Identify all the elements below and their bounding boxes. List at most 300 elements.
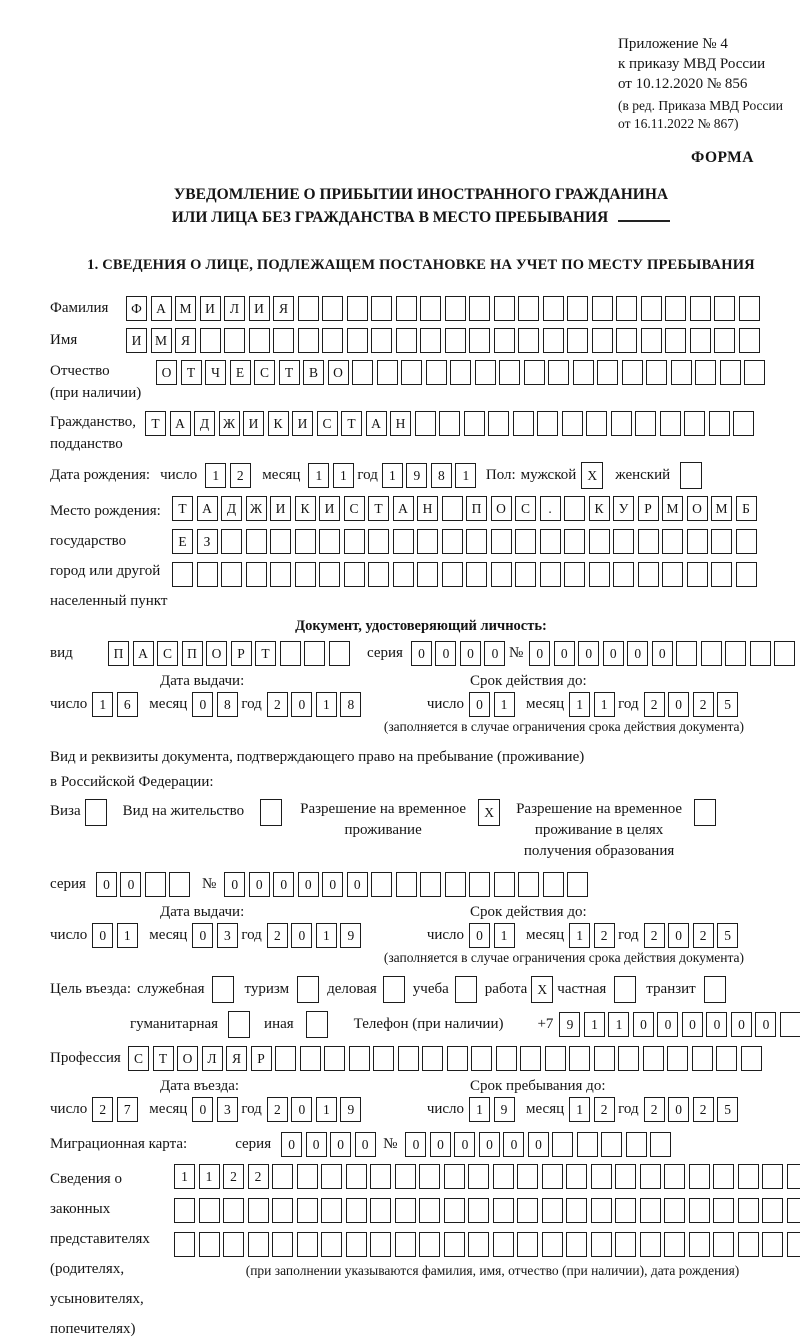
char-cell[interactable] [319, 529, 340, 554]
char-cell[interactable]: О [687, 496, 708, 521]
char-cell[interactable] [329, 641, 350, 666]
char-cell[interactable] [641, 296, 662, 321]
char-cell[interactable]: 1 [308, 463, 329, 488]
char-cell[interactable] [272, 1198, 293, 1223]
char-cell[interactable]: 1 [333, 463, 354, 488]
char-cell[interactable] [660, 411, 681, 436]
char-cell[interactable]: Е [230, 360, 251, 385]
char-cell[interactable]: 0 [411, 641, 432, 666]
char-cell[interactable]: 0 [435, 641, 456, 666]
char-cell[interactable] [687, 562, 708, 587]
char-cell[interactable] [762, 1198, 783, 1223]
char-cell[interactable] [518, 296, 539, 321]
char-cell[interactable] [564, 529, 585, 554]
char-cell[interactable]: 0 [668, 692, 689, 717]
char-cell[interactable] [524, 360, 545, 385]
char-cell[interactable]: 1 [117, 923, 138, 948]
char-cell[interactable]: Я [273, 296, 294, 321]
char-cell[interactable] [321, 1164, 342, 1189]
char-cell[interactable]: 0 [291, 692, 312, 717]
char-cell[interactable] [493, 1198, 514, 1223]
char-cell[interactable] [591, 1164, 612, 1189]
char-cell[interactable]: 0 [306, 1132, 327, 1157]
char-cell[interactable]: А [366, 411, 387, 436]
char-cell[interactable] [491, 529, 512, 554]
char-cell[interactable] [692, 1046, 713, 1071]
purpose-humanitarian-checkbox[interactable] [228, 1011, 250, 1038]
char-cell[interactable]: 0 [192, 923, 213, 948]
char-cell[interactable]: Р [251, 1046, 272, 1071]
char-cell[interactable]: Ф [126, 296, 147, 321]
char-cell[interactable]: 1 [569, 692, 590, 717]
char-cell[interactable]: 0 [668, 1097, 689, 1122]
char-cell[interactable]: С [317, 411, 338, 436]
char-cell[interactable]: 0 [578, 641, 599, 666]
char-cell[interactable] [297, 1198, 318, 1223]
char-cell[interactable] [725, 641, 746, 666]
char-cell[interactable] [618, 1046, 639, 1071]
char-cell[interactable]: И [200, 296, 221, 321]
char-cell[interactable] [420, 296, 441, 321]
char-cell[interactable] [228, 1011, 250, 1038]
char-cell[interactable]: 0 [224, 872, 245, 897]
char-cell[interactable]: О [156, 360, 177, 385]
char-cell[interactable]: 1 [316, 923, 337, 948]
char-cell[interactable] [566, 1164, 587, 1189]
char-cell[interactable] [444, 1164, 465, 1189]
char-cell[interactable] [450, 360, 471, 385]
char-cell[interactable]: 2 [693, 692, 714, 717]
purpose-work-checkbox[interactable] [531, 976, 553, 1003]
char-cell[interactable] [566, 1198, 587, 1223]
char-cell[interactable]: 0 [454, 1132, 475, 1157]
char-cell[interactable]: М [151, 328, 172, 353]
char-cell[interactable]: 0 [330, 1132, 351, 1157]
char-cell[interactable]: 2 [644, 923, 665, 948]
char-cell[interactable] [640, 1164, 661, 1189]
char-cell[interactable] [396, 328, 417, 353]
char-cell[interactable]: 1 [469, 1097, 490, 1122]
edu-permit-checkbox[interactable] [694, 799, 716, 826]
char-cell[interactable]: 5 [717, 1097, 738, 1122]
char-cell[interactable] [439, 411, 460, 436]
char-cell[interactable]: С [157, 641, 178, 666]
char-cell[interactable] [543, 872, 564, 897]
char-cell[interactable] [324, 1046, 345, 1071]
char-cell[interactable]: 2 [248, 1164, 269, 1189]
char-cell[interactable]: 0 [682, 1012, 703, 1037]
char-cell[interactable]: Т [279, 360, 300, 385]
char-cell[interactable]: 1 [92, 692, 113, 717]
char-cell[interactable]: С [344, 496, 365, 521]
char-cell[interactable] [270, 562, 291, 587]
char-cell[interactable]: 0 [120, 872, 141, 897]
char-cell[interactable] [689, 1198, 710, 1223]
char-cell[interactable] [172, 562, 193, 587]
char-cell[interactable]: 0 [249, 872, 270, 897]
char-cell[interactable] [676, 641, 697, 666]
char-cell[interactable] [701, 641, 722, 666]
char-cell[interactable]: X [581, 462, 603, 489]
char-cell[interactable]: 0 [281, 1132, 302, 1157]
residence-permit-checkbox[interactable] [260, 799, 282, 826]
char-cell[interactable] [272, 1232, 293, 1257]
char-cell[interactable] [395, 1198, 416, 1223]
char-cell[interactable]: И [292, 411, 313, 436]
char-cell[interactable] [488, 411, 509, 436]
char-cell[interactable] [344, 562, 365, 587]
char-cell[interactable] [347, 328, 368, 353]
char-cell[interactable] [321, 1232, 342, 1257]
char-cell[interactable] [212, 976, 234, 1003]
char-cell[interactable]: 1 [316, 1097, 337, 1122]
char-cell[interactable] [567, 296, 588, 321]
char-cell[interactable] [714, 296, 735, 321]
char-cell[interactable] [248, 1198, 269, 1223]
char-cell[interactable]: 0 [633, 1012, 654, 1037]
char-cell[interactable] [426, 360, 447, 385]
char-cell[interactable]: Н [417, 496, 438, 521]
char-cell[interactable] [694, 799, 716, 826]
char-cell[interactable]: 2 [92, 1097, 113, 1122]
char-cell[interactable] [545, 1046, 566, 1071]
char-cell[interactable] [469, 296, 490, 321]
char-cell[interactable]: 0 [298, 872, 319, 897]
char-cell[interactable]: И [126, 328, 147, 353]
char-cell[interactable]: Т [172, 496, 193, 521]
char-cell[interactable]: 0 [484, 641, 505, 666]
char-cell[interactable] [221, 562, 242, 587]
char-cell[interactable] [594, 1046, 615, 1071]
char-cell[interactable] [739, 296, 760, 321]
char-cell[interactable] [297, 976, 319, 1003]
char-cell[interactable] [762, 1232, 783, 1257]
char-cell[interactable] [344, 529, 365, 554]
char-cell[interactable]: У [613, 496, 634, 521]
char-cell[interactable]: О [177, 1046, 198, 1071]
char-cell[interactable] [540, 529, 561, 554]
char-cell[interactable] [664, 1164, 685, 1189]
char-cell[interactable] [393, 562, 414, 587]
char-cell[interactable]: 1 [174, 1164, 195, 1189]
purpose-private-checkbox[interactable] [614, 976, 636, 1003]
char-cell[interactable] [738, 1232, 759, 1257]
char-cell[interactable] [513, 411, 534, 436]
char-cell[interactable] [272, 1164, 293, 1189]
char-cell[interactable] [690, 296, 711, 321]
char-cell[interactable] [249, 328, 270, 353]
char-cell[interactable] [349, 1046, 370, 1071]
char-cell[interactable] [346, 1164, 367, 1189]
char-cell[interactable]: X [531, 976, 553, 1003]
char-cell[interactable] [552, 1132, 573, 1157]
char-cell[interactable] [442, 496, 463, 521]
char-cell[interactable] [223, 1198, 244, 1223]
char-cell[interactable] [415, 411, 436, 436]
char-cell[interactable]: 0 [528, 1132, 549, 1157]
char-cell[interactable]: С [254, 360, 275, 385]
char-cell[interactable]: 1 [494, 923, 515, 948]
char-cell[interactable] [714, 328, 735, 353]
char-cell[interactable]: К [589, 496, 610, 521]
char-cell[interactable] [322, 296, 343, 321]
char-cell[interactable]: В [303, 360, 324, 385]
char-cell[interactable] [371, 296, 392, 321]
char-cell[interactable]: О [491, 496, 512, 521]
char-cell[interactable] [468, 1198, 489, 1223]
char-cell[interactable] [445, 328, 466, 353]
char-cell[interactable]: 2 [644, 692, 665, 717]
char-cell[interactable] [297, 1164, 318, 1189]
char-cell[interactable]: 1 [569, 1097, 590, 1122]
char-cell[interactable]: А [170, 411, 191, 436]
char-cell[interactable] [762, 1164, 783, 1189]
char-cell[interactable] [650, 1132, 671, 1157]
char-cell[interactable] [591, 1198, 612, 1223]
char-cell[interactable]: 2 [223, 1164, 244, 1189]
char-cell[interactable] [577, 1132, 598, 1157]
char-cell[interactable]: И [319, 496, 340, 521]
char-cell[interactable] [370, 1232, 391, 1257]
char-cell[interactable]: 0 [529, 641, 550, 666]
char-cell[interactable] [475, 360, 496, 385]
char-cell[interactable]: 0 [291, 1097, 312, 1122]
char-cell[interactable] [515, 562, 536, 587]
char-cell[interactable] [322, 328, 343, 353]
char-cell[interactable] [422, 1046, 443, 1071]
char-cell[interactable]: Д [194, 411, 215, 436]
char-cell[interactable]: X [478, 799, 500, 826]
char-cell[interactable] [396, 296, 417, 321]
char-cell[interactable]: 0 [554, 641, 575, 666]
char-cell[interactable]: 0 [469, 923, 490, 948]
char-cell[interactable] [468, 1232, 489, 1257]
temp-permit-checkbox[interactable] [478, 799, 500, 826]
char-cell[interactable] [396, 872, 417, 897]
char-cell[interactable] [371, 872, 392, 897]
char-cell[interactable] [273, 328, 294, 353]
char-cell[interactable] [471, 1046, 492, 1071]
char-cell[interactable]: М [175, 296, 196, 321]
char-cell[interactable] [626, 1132, 647, 1157]
char-cell[interactable] [716, 1046, 737, 1071]
sex-female-checkbox[interactable] [680, 462, 702, 489]
char-cell[interactable] [417, 562, 438, 587]
char-cell[interactable]: А [133, 641, 154, 666]
char-cell[interactable] [687, 529, 708, 554]
char-cell[interactable] [270, 529, 291, 554]
char-cell[interactable] [589, 562, 610, 587]
char-cell[interactable]: Я [226, 1046, 247, 1071]
char-cell[interactable] [368, 529, 389, 554]
char-cell[interactable] [611, 411, 632, 436]
char-cell[interactable]: М [711, 496, 732, 521]
char-cell[interactable] [352, 360, 373, 385]
char-cell[interactable]: 0 [603, 641, 624, 666]
char-cell[interactable] [518, 872, 539, 897]
char-cell[interactable] [586, 411, 607, 436]
char-cell[interactable]: 2 [230, 463, 251, 488]
char-cell[interactable] [738, 1198, 759, 1223]
char-cell[interactable]: Я [175, 328, 196, 353]
char-cell[interactable] [300, 1046, 321, 1071]
char-cell[interactable] [744, 360, 765, 385]
char-cell[interactable] [377, 360, 398, 385]
char-cell[interactable] [295, 562, 316, 587]
char-cell[interactable] [613, 562, 634, 587]
char-cell[interactable] [455, 976, 477, 1003]
char-cell[interactable] [223, 1232, 244, 1257]
char-cell[interactable]: 2 [267, 692, 288, 717]
char-cell[interactable]: 1 [455, 463, 476, 488]
char-cell[interactable] [517, 1164, 538, 1189]
char-cell[interactable] [713, 1164, 734, 1189]
char-cell[interactable] [346, 1232, 367, 1257]
char-cell[interactable]: 0 [291, 923, 312, 948]
char-cell[interactable]: 3 [217, 1097, 238, 1122]
char-cell[interactable] [664, 1232, 685, 1257]
char-cell[interactable] [496, 1046, 517, 1071]
char-cell[interactable]: З [197, 529, 218, 554]
char-cell[interactable]: Н [390, 411, 411, 436]
char-cell[interactable] [713, 1198, 734, 1223]
char-cell[interactable]: 2 [267, 1097, 288, 1122]
char-cell[interactable] [542, 1164, 563, 1189]
char-cell[interactable]: 0 [273, 872, 294, 897]
char-cell[interactable]: 0 [430, 1132, 451, 1157]
char-cell[interactable] [493, 1232, 514, 1257]
purpose-tourism-checkbox[interactable] [297, 976, 319, 1003]
char-cell[interactable]: Д [221, 496, 242, 521]
char-cell[interactable] [662, 562, 683, 587]
char-cell[interactable]: 0 [755, 1012, 776, 1037]
char-cell[interactable] [664, 1198, 685, 1223]
char-cell[interactable] [635, 411, 656, 436]
char-cell[interactable] [662, 529, 683, 554]
char-cell[interactable] [370, 1198, 391, 1223]
char-cell[interactable] [499, 360, 520, 385]
char-cell[interactable] [419, 1232, 440, 1257]
char-cell[interactable]: 1 [584, 1012, 605, 1037]
char-cell[interactable]: 8 [340, 692, 361, 717]
purpose-official-checkbox[interactable] [212, 976, 234, 1003]
char-cell[interactable] [401, 360, 422, 385]
char-cell[interactable]: 0 [460, 641, 481, 666]
char-cell[interactable] [613, 529, 634, 554]
char-cell[interactable]: С [128, 1046, 149, 1071]
char-cell[interactable]: 8 [431, 463, 452, 488]
char-cell[interactable] [564, 496, 585, 521]
char-cell[interactable]: 0 [322, 872, 343, 897]
char-cell[interactable] [589, 529, 610, 554]
sex-male-checkbox[interactable] [581, 462, 603, 489]
char-cell[interactable] [280, 641, 301, 666]
char-cell[interactable] [665, 328, 686, 353]
char-cell[interactable]: П [182, 641, 203, 666]
char-cell[interactable] [695, 360, 716, 385]
char-cell[interactable]: 0 [657, 1012, 678, 1037]
char-cell[interactable] [420, 872, 441, 897]
char-cell[interactable]: 0 [731, 1012, 752, 1037]
visa-checkbox[interactable] [85, 799, 107, 826]
char-cell[interactable]: 0 [347, 872, 368, 897]
char-cell[interactable] [371, 328, 392, 353]
char-cell[interactable]: Ч [205, 360, 226, 385]
char-cell[interactable]: И [249, 296, 270, 321]
char-cell[interactable] [200, 328, 221, 353]
char-cell[interactable] [395, 1164, 416, 1189]
char-cell[interactable] [368, 562, 389, 587]
char-cell[interactable] [601, 1132, 622, 1157]
char-cell[interactable]: 9 [406, 463, 427, 488]
char-cell[interactable] [690, 328, 711, 353]
char-cell[interactable] [517, 1232, 538, 1257]
char-cell[interactable] [445, 296, 466, 321]
char-cell[interactable]: Т [255, 641, 276, 666]
char-cell[interactable] [398, 1046, 419, 1071]
char-cell[interactable]: П [108, 641, 129, 666]
char-cell[interactable]: 1 [608, 1012, 629, 1037]
char-cell[interactable] [494, 872, 515, 897]
char-cell[interactable] [569, 1046, 590, 1071]
char-cell[interactable] [711, 562, 732, 587]
char-cell[interactable] [780, 1012, 800, 1037]
char-cell[interactable] [741, 1046, 762, 1071]
char-cell[interactable] [616, 328, 637, 353]
char-cell[interactable] [420, 328, 441, 353]
char-cell[interactable] [468, 1164, 489, 1189]
char-cell[interactable] [713, 1232, 734, 1257]
purpose-business-checkbox[interactable] [383, 976, 405, 1003]
char-cell[interactable]: 0 [503, 1132, 524, 1157]
purpose-study-checkbox[interactable] [455, 976, 477, 1003]
char-cell[interactable] [445, 872, 466, 897]
char-cell[interactable] [518, 328, 539, 353]
char-cell[interactable]: 9 [559, 1012, 580, 1037]
char-cell[interactable] [393, 529, 414, 554]
char-cell[interactable] [750, 641, 771, 666]
purpose-other-checkbox[interactable] [306, 1011, 328, 1038]
char-cell[interactable] [542, 1198, 563, 1223]
char-cell[interactable] [419, 1164, 440, 1189]
char-cell[interactable]: О [328, 360, 349, 385]
char-cell[interactable] [444, 1232, 465, 1257]
char-cell[interactable] [466, 562, 487, 587]
char-cell[interactable] [417, 529, 438, 554]
char-cell[interactable] [787, 1232, 800, 1257]
char-cell[interactable] [537, 411, 558, 436]
char-cell[interactable]: 0 [652, 641, 673, 666]
char-cell[interactable] [711, 529, 732, 554]
char-cell[interactable]: 7 [117, 1097, 138, 1122]
char-cell[interactable] [306, 1011, 328, 1038]
char-cell[interactable] [567, 328, 588, 353]
char-cell[interactable]: 0 [469, 692, 490, 717]
char-cell[interactable]: 1 [594, 692, 615, 717]
char-cell[interactable]: Т [368, 496, 389, 521]
char-cell[interactable]: 0 [192, 1097, 213, 1122]
char-cell[interactable] [736, 529, 757, 554]
char-cell[interactable]: Т [341, 411, 362, 436]
char-cell[interactable] [787, 1198, 800, 1223]
char-cell[interactable] [199, 1198, 220, 1223]
char-cell[interactable] [739, 328, 760, 353]
char-cell[interactable] [665, 296, 686, 321]
char-cell[interactable]: И [243, 411, 264, 436]
char-cell[interactable]: А [151, 296, 172, 321]
char-cell[interactable] [85, 799, 107, 826]
char-cell[interactable]: С [515, 496, 536, 521]
